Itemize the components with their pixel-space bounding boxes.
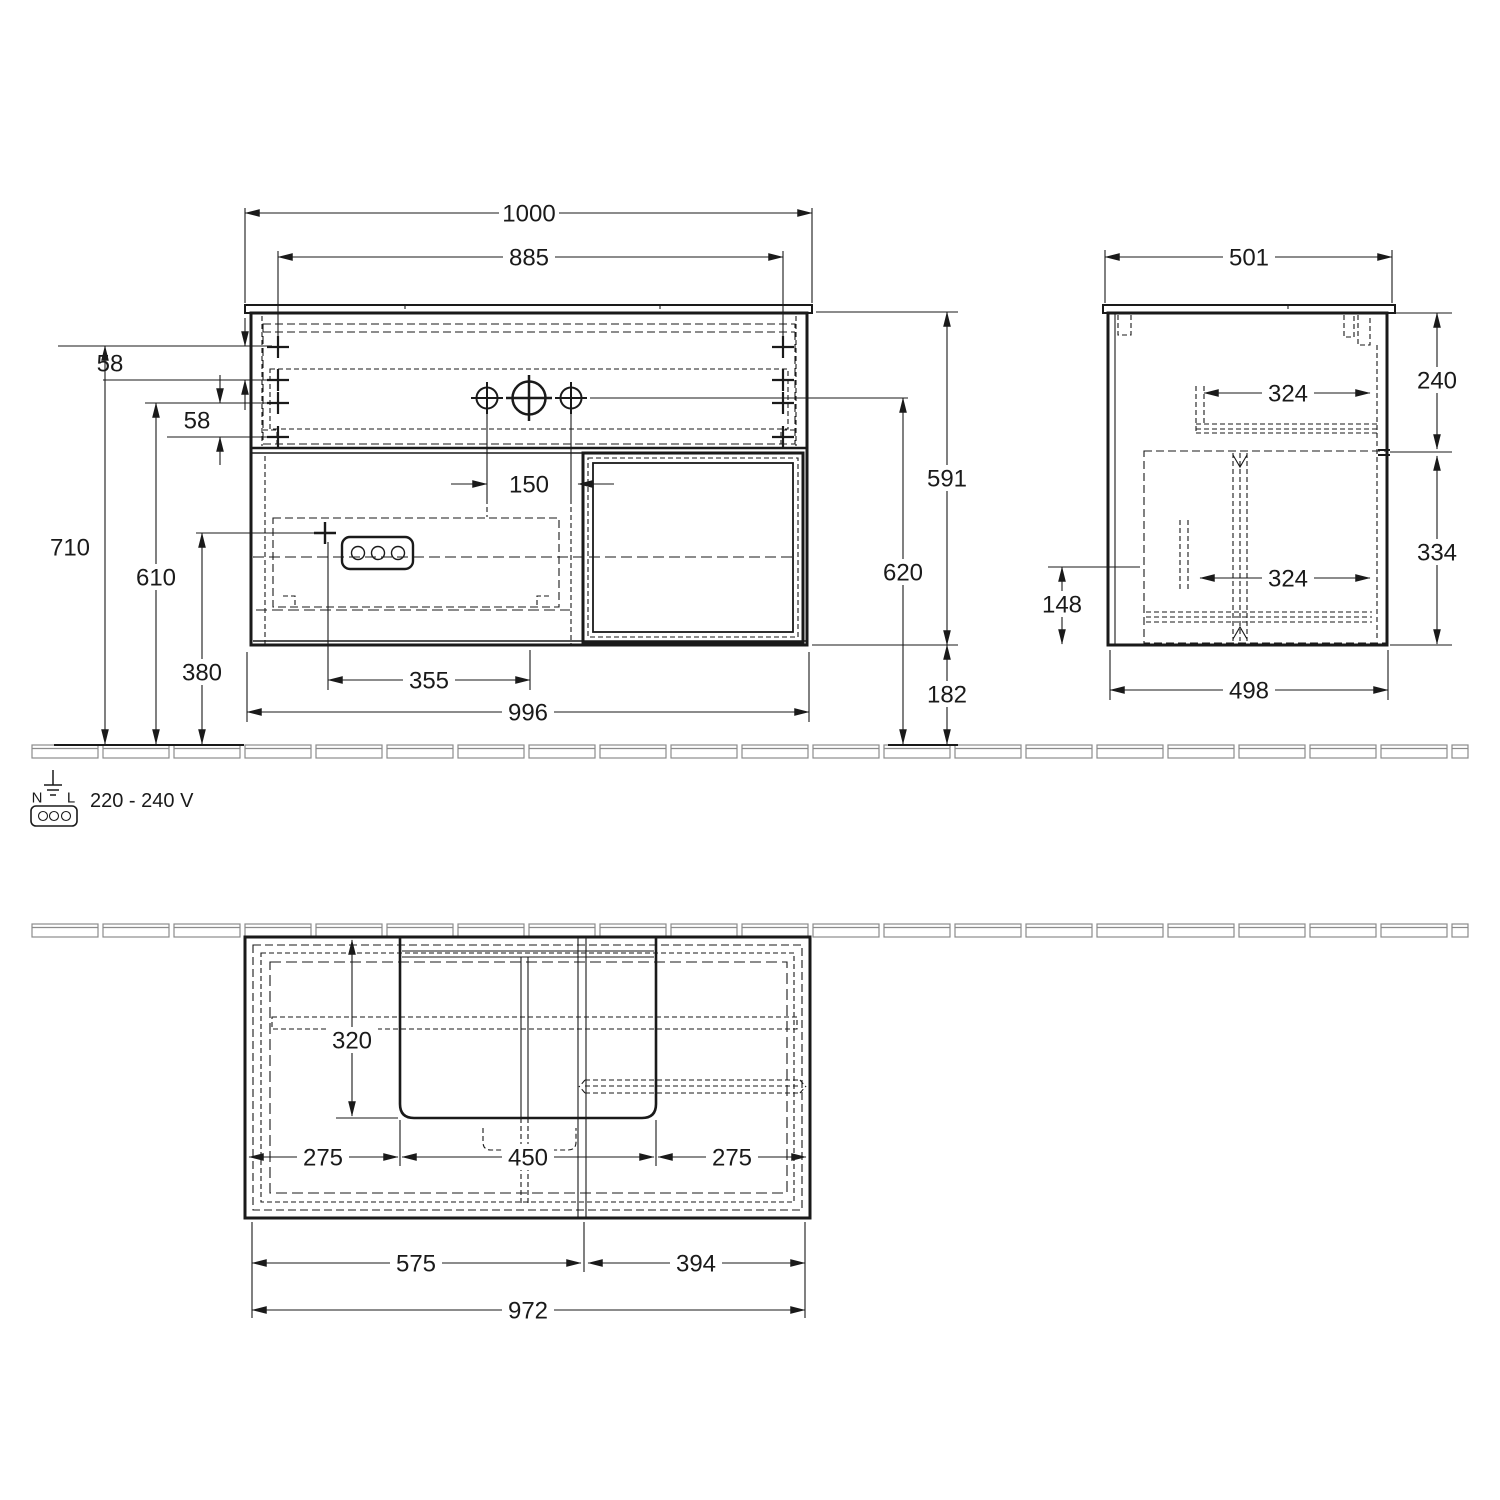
dim-575 xyxy=(252,1250,581,1277)
dim-450 xyxy=(402,1144,654,1171)
wall-bracket-hidden-left xyxy=(1118,315,1131,335)
neutral-label: N xyxy=(31,789,43,807)
mounting-cross-marks xyxy=(267,336,794,448)
svg-text:394: 394 xyxy=(675,1250,717,1278)
voltage-label: 220 - 240 V xyxy=(90,790,194,812)
svg-text:275: 275 xyxy=(302,1144,344,1172)
dim-885 xyxy=(278,244,783,342)
svg-text:320: 320 xyxy=(331,1027,373,1055)
side-view xyxy=(1103,305,1395,645)
svg-text:501: 501 xyxy=(1228,244,1270,272)
rail-bracket-hidden-lower xyxy=(1180,520,1188,590)
dim-380 xyxy=(176,533,228,744)
dim-394 xyxy=(588,1250,805,1277)
side-extension-lines xyxy=(1390,313,1452,645)
electrical-connection-symbol xyxy=(31,770,194,826)
shelf-edge-hidden-band xyxy=(579,1080,806,1093)
open-shelf-outer xyxy=(583,453,803,642)
svg-text:150: 150 xyxy=(508,471,550,499)
svg-text:710: 710 xyxy=(49,534,91,562)
dim-591 xyxy=(921,312,973,645)
rail-bracket-hidden xyxy=(1196,386,1204,433)
svg-text:498: 498 xyxy=(1228,677,1270,705)
front-view xyxy=(245,305,908,645)
drawer-cutout-hidden xyxy=(273,518,559,607)
svg-text:58: 58 xyxy=(183,407,211,435)
line-label: L xyxy=(66,789,76,807)
dim-240 xyxy=(1411,313,1463,449)
dim-148 xyxy=(1036,567,1140,644)
svg-text:575: 575 xyxy=(395,1250,437,1278)
hidden-step-marks xyxy=(263,430,795,444)
dim-58-second xyxy=(179,375,220,465)
front-view-dimensions xyxy=(50,200,973,744)
dim-355 xyxy=(328,542,530,694)
svg-text:380: 380 xyxy=(181,659,223,687)
dim-996 xyxy=(247,652,809,726)
dim-150 xyxy=(451,471,614,498)
basin-center-lines xyxy=(521,957,528,1118)
svg-text:324: 324 xyxy=(1267,380,1309,408)
svg-text:148: 148 xyxy=(1041,591,1083,619)
svg-text:58: 58 xyxy=(96,350,124,378)
svg-text:1000: 1000 xyxy=(502,200,556,228)
svg-text:324: 324 xyxy=(1267,565,1309,593)
wall-bracket-hidden-right xyxy=(1344,315,1370,345)
lower-rail-hidden xyxy=(1146,612,1372,622)
svg-text:972: 972 xyxy=(507,1297,549,1325)
dim-334 xyxy=(1411,456,1463,644)
basin-ledge-lines xyxy=(402,951,654,957)
svg-text:450: 450 xyxy=(507,1144,549,1172)
dim-498 xyxy=(1110,650,1388,704)
dim-972 xyxy=(252,1297,805,1324)
svg-text:355: 355 xyxy=(408,667,450,695)
svg-text:334: 334 xyxy=(1416,539,1458,567)
dim-182 xyxy=(921,645,973,744)
wall-hatch-strip-lower xyxy=(32,924,1468,937)
faucet-hole-marks xyxy=(471,375,587,421)
svg-text:996: 996 xyxy=(507,699,549,727)
open-shelf-mid xyxy=(588,458,798,637)
plug-socket-icon xyxy=(31,806,77,826)
svg-text:885: 885 xyxy=(508,244,550,272)
open-shelf-inner xyxy=(593,463,793,632)
power-socket-symbol xyxy=(342,537,413,569)
dim-710 xyxy=(50,346,105,744)
plan-view xyxy=(245,937,810,1218)
svg-text:275: 275 xyxy=(711,1144,753,1172)
svg-text:620: 620 xyxy=(882,559,924,587)
dim-610 xyxy=(130,403,182,744)
dim-275-right xyxy=(658,1144,806,1171)
upper-rail-hidden xyxy=(1196,424,1378,433)
earth-ground-icon xyxy=(44,770,62,795)
dim-324-upper xyxy=(1204,380,1370,407)
slide-end-marks xyxy=(1233,455,1247,639)
floor-hatch-strip-upper xyxy=(32,745,1468,758)
cutout-step-marks xyxy=(283,596,549,607)
slide-rails-hidden xyxy=(1233,453,1247,641)
dim-501 xyxy=(1105,244,1392,303)
svg-text:240: 240 xyxy=(1416,367,1458,395)
dim-275-left xyxy=(249,1144,398,1171)
svg-text:182: 182 xyxy=(926,681,968,709)
svg-text:610: 610 xyxy=(135,564,177,592)
svg-text:591: 591 xyxy=(926,465,968,493)
dim-58-top xyxy=(97,318,245,410)
dim-324-lower xyxy=(1200,565,1370,592)
